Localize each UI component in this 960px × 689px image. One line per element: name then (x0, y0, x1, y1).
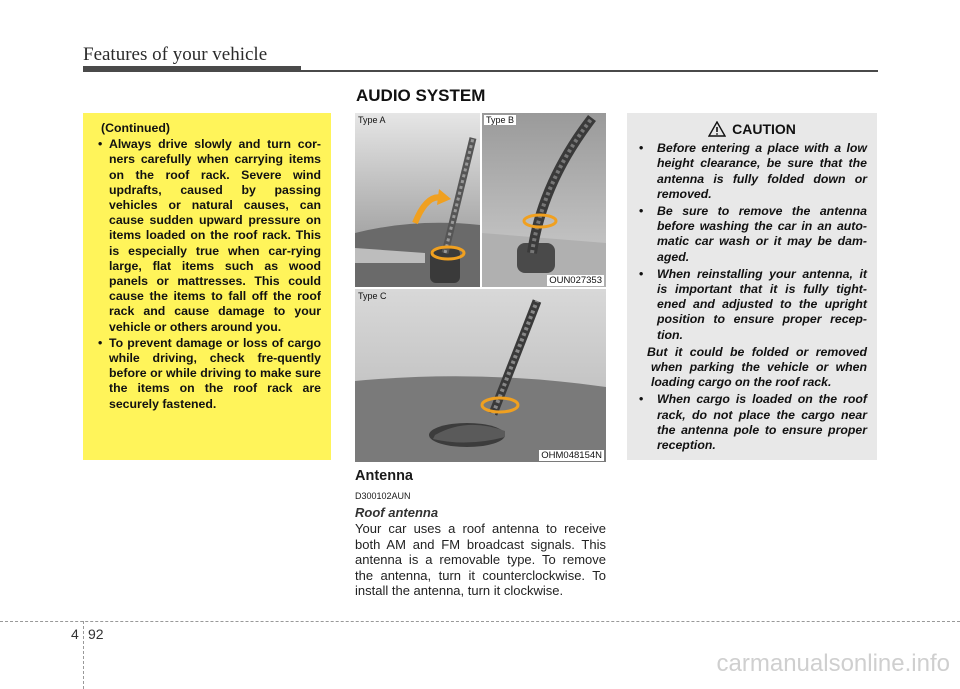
caution-item: • Be sure to remove the antenna before washing the car in an auto-matic car wash or it may be dam-aged. (637, 204, 867, 265)
watermark: carmanualsonline.info (716, 650, 950, 677)
figure-code-bottom: OHM048154N (541, 450, 602, 461)
caution-list (637, 141, 867, 453)
type-a-label: Type A (358, 115, 386, 125)
caution-item: • When cargo is loaded on the roof rack, do not place the cargo near the antenna pole to ensure proper reception. (637, 392, 867, 453)
header-rule-thick (83, 66, 301, 72)
warning-item: • To prevent damage or loss of cargo while driving, check fre-quently before or while driving to make sure the items on the roof rack are securely fastened. (91, 336, 321, 412)
warning-triangle-icon (708, 121, 726, 137)
type-c-label: Type C (358, 291, 387, 301)
caution-item: • Before entering a place with a low height clearance, be sure that the antenna is fully folded down or removed. (637, 141, 867, 202)
caution-box (627, 113, 877, 460)
figure-type-a (355, 113, 480, 287)
figure-type-c (355, 289, 606, 462)
caution-title: CAUTION (732, 121, 796, 137)
warning-list (91, 137, 321, 412)
type-b-label: Type B (486, 115, 515, 125)
page-header-title: Features of your vehicle (83, 44, 268, 65)
figure-type-b (482, 113, 606, 287)
warning-box (83, 113, 331, 460)
header-rule-thin (301, 70, 878, 72)
caution-header (637, 121, 867, 137)
caution-item: • When reinstalling your antenna, it is important that it is fully tight-ened and adjusted to the upright position to ensure proper recep-tion. (637, 267, 867, 343)
antenna-subheading: Roof antenna (355, 505, 439, 520)
warning-item: • Always drive slowly and turn cor-ners carefully when carrying items on the roof rack. Severe wind updrafts, caused by passing vehicles or natural causes, can cause sudden upward pressure on items loaded on the roof rack. This is especially true when car-rying large, flat items such as wood panels or mattresses. This could cause the items to fall off the roof rack and cause damage to your vehicle or others around you. (91, 137, 321, 335)
footer-divider (0, 621, 960, 622)
antenna-code: D300102AUN (355, 491, 411, 501)
antenna-body-text: Your car uses a roof antenna to receive both AM and FM broadcast signals. This antenna is a removable type. To remove the antenna, turn it counterclockwise. To install the antenna, turn it clockwise. (355, 521, 606, 599)
continued-label: (Continued) (101, 121, 170, 135)
figure-code-top: OUN027353 (549, 275, 602, 286)
antenna-heading: Antenna (355, 468, 413, 484)
caution-note: But it could be folded or removed when parking the vehicle or when loading cargo on the roof rack. (647, 344, 867, 390)
section-title: AUDIO SYSTEM (356, 86, 486, 105)
footer-vertical-divider (83, 621, 84, 689)
chapter-number: 4 (71, 626, 79, 642)
page-number: 92 (88, 626, 104, 642)
